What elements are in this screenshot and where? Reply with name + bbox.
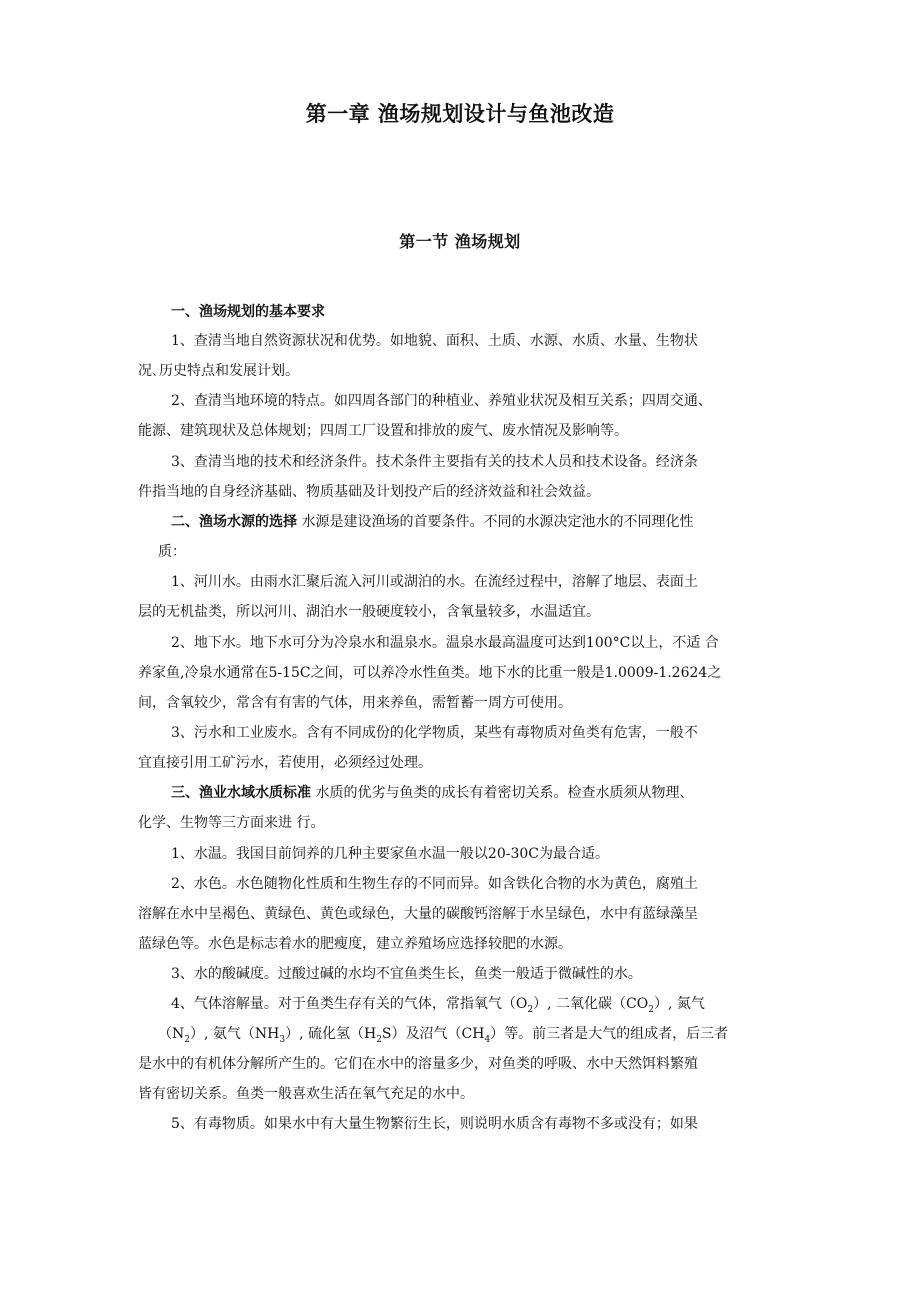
subscript: 2 (527, 1004, 534, 1015)
subscript: 4 (484, 1034, 491, 1045)
paragraph-line: 3、水的酸碱度。过酸过碱的水均不宜鱼类生长，鱼类一般适于微碱性的水。 (171, 966, 642, 982)
paragraph-line: 5、有毒物质。如果水中有大量生物繁衍生长，则说明水质含有毒物不多或没有；如果 (171, 1116, 698, 1132)
paragraph-line: 蓝绿色等。水色是标志着水的肥瘦度，建立养殖场应选择较肥的水源。 (138, 936, 572, 952)
paragraph-line: 溶解在水中呈褐色、黄绿色、黄色或绿色，大量的碳酸钙溶解于水呈绿色，水中有蓝绿藻呈 (138, 906, 698, 922)
paragraph-line (138, 1024, 818, 1050)
heading-water-quality (138, 783, 831, 803)
subscript: 2 (376, 1034, 382, 1045)
heading-water-quality-text: 水质的优劣与鱼类的成长有着密切关系。检查水质须从物理、 (311, 785, 694, 801)
heading-basic-requirements: 一、渔场规划的基本要求 (171, 304, 325, 320)
paragraph-line: 1、查清当地自然资源状况和优势。如地貌、面积、土质、水源、水质、水量、生物状 (171, 333, 698, 349)
section-title: 第一节 渔场规划 (399, 232, 521, 251)
paragraph-line: 3、查清当地的技术和经济条件。技术条件主要指有关的技术人员和技术设备。经济条 (171, 454, 698, 470)
paragraph-line: 是水中的有机体分解所产生的。它们在水中的溶量多少，对鱼类的呼吸、水中天然饵料繁殖 (138, 1056, 698, 1072)
subscript: 3 (279, 1034, 286, 1045)
paragraph-line: 质： (158, 544, 186, 560)
text-run: ）等。前三者是大气的组成者，后三者 (490, 1026, 729, 1042)
paragraph-line: 间，含氧较少，常含有有害的气体，用来养鱼，需暂蓄一周方可使用。 (138, 695, 572, 711)
heading-water-source-text: 水源是建设渔场的首要条件。不同的水源决定池水的不同理化性 (297, 514, 694, 530)
paragraph-line: 养家鱼,冷泉水通常在5-15C之间，可以养冷水性鱼类。地下水的比重一般是1.0009-1.2624之 (138, 665, 722, 681)
text-run: 4、气体溶解量。对于鱼类生存有关的气体，常指氧气（O (171, 996, 528, 1012)
paragraph-line: 1、水温。我国目前饲养的几种主要家鱼水温一般以20-30C为最合适。 (171, 846, 609, 862)
text-run: （N (158, 1026, 185, 1042)
paragraph-line: 2、查清当地环境的特点。如四周各部门的种植业、养殖业状况及相互关系；四周交通、 (171, 393, 712, 409)
text-run: ）, 硫化氢（H (285, 1026, 377, 1042)
paragraph-line: 3、污水和工业废水。含有不同成份的化学物质，某些有毒物质对鱼类有危害，一般不 (171, 725, 698, 741)
paragraph-line (138, 994, 831, 1020)
paragraph-line: 2、地下水。地下水可分为冷泉水和温泉水。温泉水最高温度可达到100°C以上，不适 合 (171, 635, 719, 651)
text-run: ）, 氨气（NH (189, 1026, 280, 1042)
paragraph-line: 能源、建筑现状及总体规划；四周工厂设置和排放的废气、废水情况及影响等。 (138, 423, 628, 439)
text-run: ）, 氮气 (653, 996, 705, 1012)
paragraph-line: 况､历史特点和发展计划。 (138, 363, 299, 379)
paragraph-line: 皆有密切关系。鱼类一般喜欢生活在氧气充足的水中。 (138, 1086, 474, 1102)
paragraph-line: 化学、生物等三方面来进 行。 (138, 815, 325, 831)
subscript: 2 (648, 1004, 654, 1015)
text-run: ）, 二氧化碳（CO (533, 996, 649, 1012)
paragraph-line: 层的无机盐类，所以河川、湖泊水一般硬度较小，含氧量较多，水温适宜。 (138, 604, 600, 620)
heading-water-source (138, 512, 831, 532)
paragraph-line: 2、水色。水色随物化性质和生物生存的不同而异。如含铁化合物的水为黄色，腐殖土 (171, 876, 698, 892)
text-run: S）及沼气（CH (381, 1026, 485, 1042)
paragraph-line: 1、河川水。由雨水汇聚后流入河川或湖泊的水。在流经过程中，溶解了地层、表面土 (171, 574, 698, 590)
heading-water-quality-label: 三、渔业水域水质标准 (171, 785, 311, 801)
paragraph-line: 宜直接引用工矿污水，若使用，必须经过处理。 (138, 755, 432, 771)
subscript: 2 (184, 1034, 190, 1045)
paragraph-line: 件指当地的自身经济基础、物质基础及计划投产后的经济效益和社会效益。 (138, 484, 600, 500)
heading-water-source-label: 二、渔场水源的选择 (171, 514, 297, 530)
chapter-title: 第一章 渔场规划设计与鱼池改造 (305, 102, 615, 126)
